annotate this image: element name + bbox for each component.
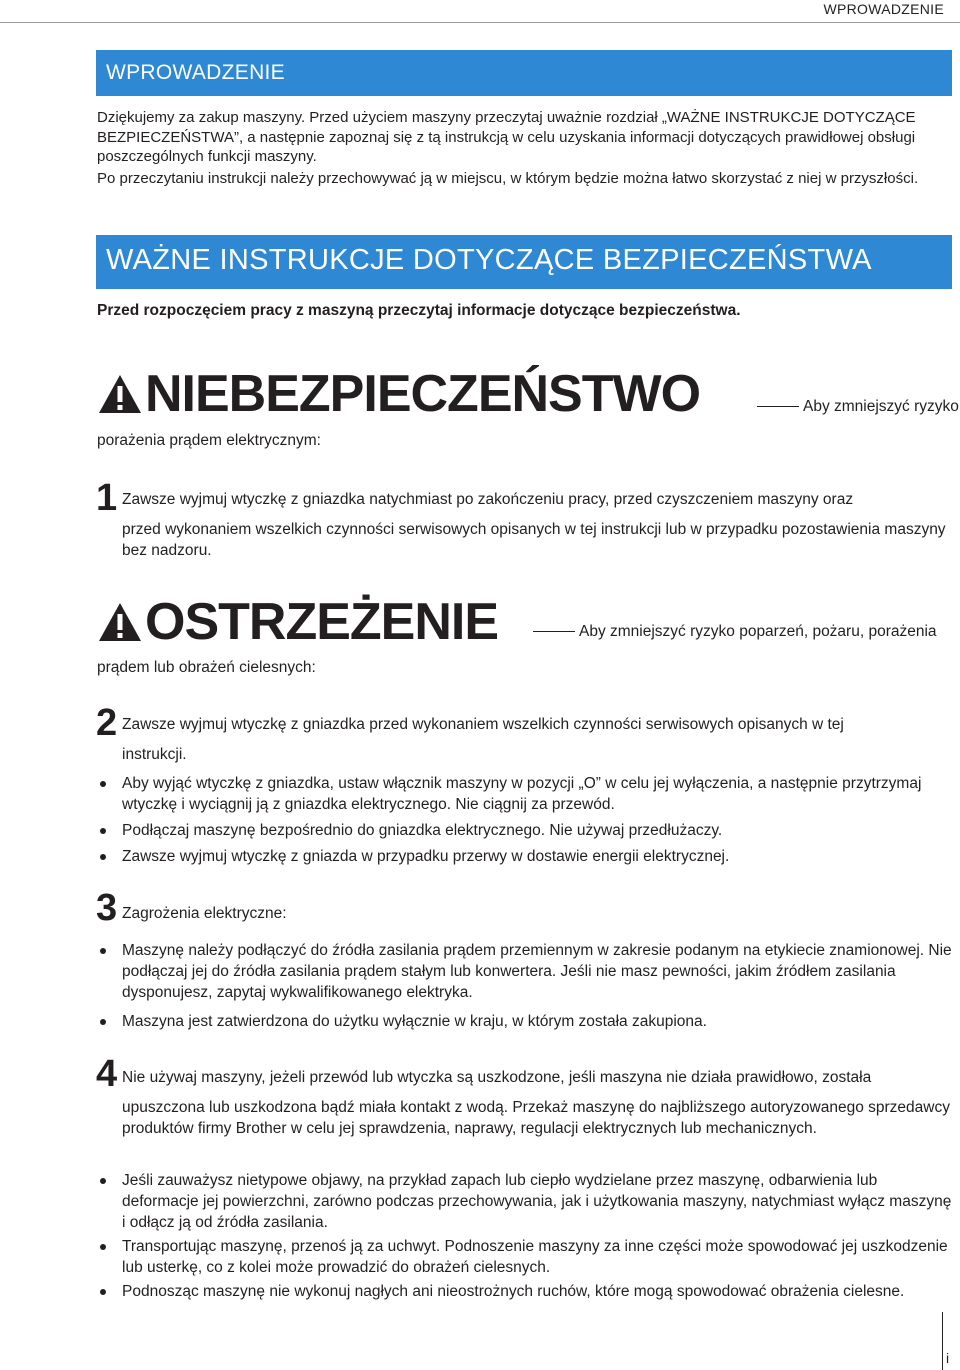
danger-description [757, 398, 959, 416]
safety-title: WAŻNE INSTRUKCJE DOTYCZĄCE BEZPIECZEŃSTWA [106, 244, 872, 276]
item-2-first-line: Zawsze wyjmuj wtyczkę z gniazdka przed wykonaniem wszelkich czynności serwisowych opisanych w tej [122, 716, 844, 733]
intro-paragraph-2: Po przeczytaniu instrukcji należy przechowywać ją w miejscu, w którym będzie można łatwo skorzystać z niej w przyszłości. [97, 170, 919, 187]
bullet-item: Zawsze wyjmuj wtyczkę z gniazda w przypadku przerwy w dostawie energii elektrycznej. [100, 846, 952, 867]
dash-rule [533, 631, 575, 632]
dash-rule [757, 406, 799, 407]
safety-subtitle: Przed rozpoczęciem pracy z maszyną przeczytaj informacje dotyczące bezpieczeństwa. [97, 302, 741, 319]
running-header-title: WPROWADZENIE [823, 1, 944, 17]
bullet-dot [100, 781, 106, 787]
intro-paragraph-1: Dziękujemy za zakup maszyny. Przed użyciem maszyny przeczytaj uważnie rozdział „WAŻNE INSTRUKCJE DOTYCZĄCE BEZPIECZEŃSTWA”, a następnie zapoznaj się z tą instrukcją w celu uzyskania informacji dotyczących prawidłowej obsługi poszczególnych funkcji maszyny. [97, 109, 916, 165]
page-edge-rule [942, 1312, 943, 1370]
bullet-item: Podłączaj maszynę bezpośrednio do gniazdka elektrycznego. Nie używaj przedłużaczy. [100, 820, 952, 841]
bullet-item: Maszyna jest zatwierdzona do użytku wyłącznie w kraju, w którym została zakupiona. [100, 1011, 952, 1032]
item-number-3: 3 [96, 887, 118, 929]
bullet-item: Maszynę należy podłączyć do źródła zasilania prądem przemiennym w zakresie podanym na etykiecie znamionowej. Nie podłączaj jej do źródła zasilania prądem stałym lub konwertera. Jeśli nie masz pewności, jakim źródłem zasilania dysponujesz, zapytaj wykwalifikowanego elektryka. [100, 940, 952, 1003]
item-1-first-line: Zawsze wyjmuj wtyczkę z gniazdka natychmiast po zakończeniu pracy, przed czyszczeniem maszyny oraz [122, 491, 854, 508]
warning-word: OSTRZEŻENIE [145, 593, 499, 651]
bullet-dot [100, 854, 106, 860]
item-1-text: przed wykonaniem wszelkich czynności serwisowych opisanych w tej instrukcji lub w przypadku pozostawienia maszyny bez nadzoru. [122, 521, 946, 559]
danger-description-continued: porażenia prądem elektrycznym: [97, 432, 321, 449]
item-number-2: 2 [96, 702, 118, 744]
item-3-first-line: Zagrożenia elektryczne: [122, 905, 287, 922]
item-2-text: instrukcji. [122, 746, 187, 763]
bullet-dot [100, 1244, 106, 1250]
warning-description [533, 623, 937, 641]
bullet-dot [100, 948, 106, 954]
bullet-dot [100, 828, 106, 834]
item-4-text: upuszczona lub uszkodzona bądź miała kontakt z wodą. Przekaż maszynę do najbliższego autoryzowanego sprzedawcy produktów firmy Brother w celu jej sprawdzenia, naprawy, regulacji elektrycznych lub mechanicznych. [122, 1099, 950, 1137]
bullet-dot [100, 1178, 106, 1184]
bullet-item: Podnosząc maszynę nie wykonuj nagłych ani nieostrożnych ruchów, które mogą spowodować obrażenia cielesne. [100, 1281, 952, 1302]
warning-heading [97, 593, 499, 651]
danger-heading [97, 365, 701, 423]
bullet-item: Jeśli zauważysz nietypowe objawy, na przykład zapach lub ciepło wydzielane przez maszynę, odbarwienia lub deformacje jej powierzchni, zarówno podczas przechowywania, jak i użytkowania maszyny, natychmiast wyłącz maszynę i odłącz ją od źródła zasilania. [100, 1170, 952, 1233]
safety-banner [96, 235, 952, 289]
page-number: i [946, 1350, 950, 1366]
intro-banner [96, 50, 952, 96]
warning-triangle-icon [97, 372, 143, 416]
warning-triangle-icon [97, 600, 143, 644]
danger-description-text: Aby zmniejszyć ryzyko [803, 398, 959, 415]
warning-description-text: Aby zmniejszyć ryzyko poparzeń, pożaru, porażenia [579, 623, 937, 640]
danger-word: NIEBEZPIECZEŃSTWO [145, 365, 701, 423]
item-number-1: 1 [96, 477, 118, 519]
item-4-first-line: Nie używaj maszyny, jeżeli przewód lub wtyczka są uszkodzone, jeśli maszyna nie działa prawidłowo, została [122, 1069, 872, 1086]
intro-title: WPROWADZENIE [106, 61, 285, 84]
bullet-item: Aby wyjąć wtyczkę z gniazdka, ustaw włącznik maszyny w pozycji „O” w celu jej wyłączenia, a następnie przytrzymaj wtyczkę i wyciągnij ją z gniazdka elektrycznego. Nie ciągnij za przewód. [100, 773, 952, 815]
bullet-item: Transportując maszynę, przenoś ją za uchwyt. Podnoszenie maszyny za inne części może spowodować jej uszkodzenie lub usterkę, co z kolei może prowadzić do obrażeń cielesnych. [100, 1236, 952, 1278]
item-number-4: 4 [96, 1053, 118, 1095]
bullet-dot [100, 1019, 106, 1025]
bullet-dot [100, 1289, 106, 1295]
warning-description-continued: prądem lub obrażeń cielesnych: [97, 659, 316, 676]
running-header [0, 0, 960, 23]
